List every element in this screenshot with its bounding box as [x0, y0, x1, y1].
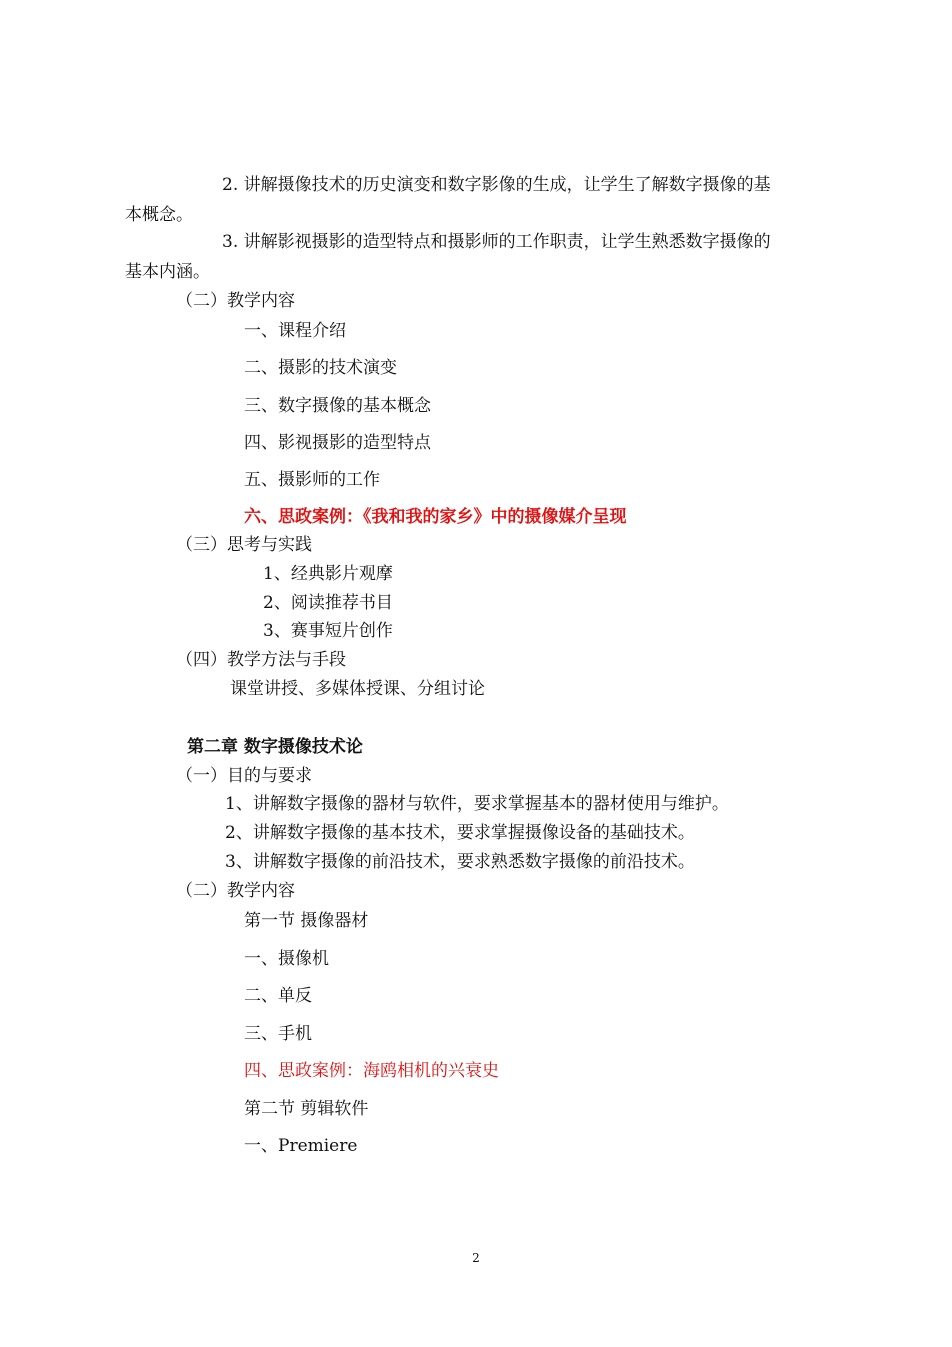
ideology-case-item: 六、思政案例：《我和我的家乡》中的摄像媒介呈现 — [244, 507, 627, 527]
methods-text: 课堂讲授、多媒体授课、分组讨论 — [230, 679, 485, 699]
paragraph-line: 3. 讲解影视摄影的造型特点和摄影师的工作职责，让学生熟悉数字摄像的 — [222, 232, 771, 252]
list-item: 五、摄影师的工作 — [244, 470, 380, 490]
list-item: 1、讲解数字摄像的器材与软件，要求掌握基本的器材使用与维护。 — [225, 794, 729, 814]
list-item: 二、单反 — [244, 986, 312, 1006]
section-heading: （四）教学方法与手段 — [176, 650, 346, 670]
subsection-title: 第二节 剪辑软件 — [244, 1099, 369, 1119]
list-item: 2、阅读推荐书目 — [263, 593, 393, 613]
chapter-title: 第二章 数字摄像技术论 — [187, 737, 363, 757]
paragraph-line: 2. 讲解摄像技术的历史演变和数字影像的生成，让学生了解数字摄像的基 — [222, 175, 771, 195]
list-item: 二、摄影的技术演变 — [244, 358, 397, 378]
list-item: 三、手机 — [244, 1024, 312, 1044]
list-item: 四、影视摄影的造型特点 — [244, 433, 431, 453]
section-heading: （三）思考与实践 — [176, 535, 312, 555]
page-number: 2 — [472, 1251, 480, 1265]
list-item: 一、Premiere — [244, 1136, 358, 1156]
list-item: 一、摄像机 — [244, 949, 329, 969]
paragraph-line: 基本内涵。 — [125, 262, 210, 282]
subsection-title: 第一节 摄像器材 — [244, 911, 369, 931]
list-item: 1、经典影片观摩 — [263, 564, 393, 584]
list-item: 三、数字摄像的基本概念 — [244, 396, 431, 416]
section-heading: （一）目的与要求 — [176, 766, 312, 786]
list-item: 一、课程介绍 — [244, 321, 346, 341]
list-item: 3、赛事短片创作 — [263, 621, 393, 641]
ideology-case-item: 四、思政案例：海鸥相机的兴衰史 — [244, 1061, 499, 1081]
list-item: 2、讲解数字摄像的基本技术，要求掌握摄像设备的基础技术。 — [225, 823, 695, 843]
section-heading: （二）教学内容 — [176, 881, 295, 901]
section-heading: （二）教学内容 — [176, 291, 295, 311]
list-item: 3、讲解数字摄像的前沿技术，要求熟悉数字摄像的前沿技术。 — [225, 852, 695, 872]
paragraph-line: 本概念。 — [125, 205, 193, 225]
